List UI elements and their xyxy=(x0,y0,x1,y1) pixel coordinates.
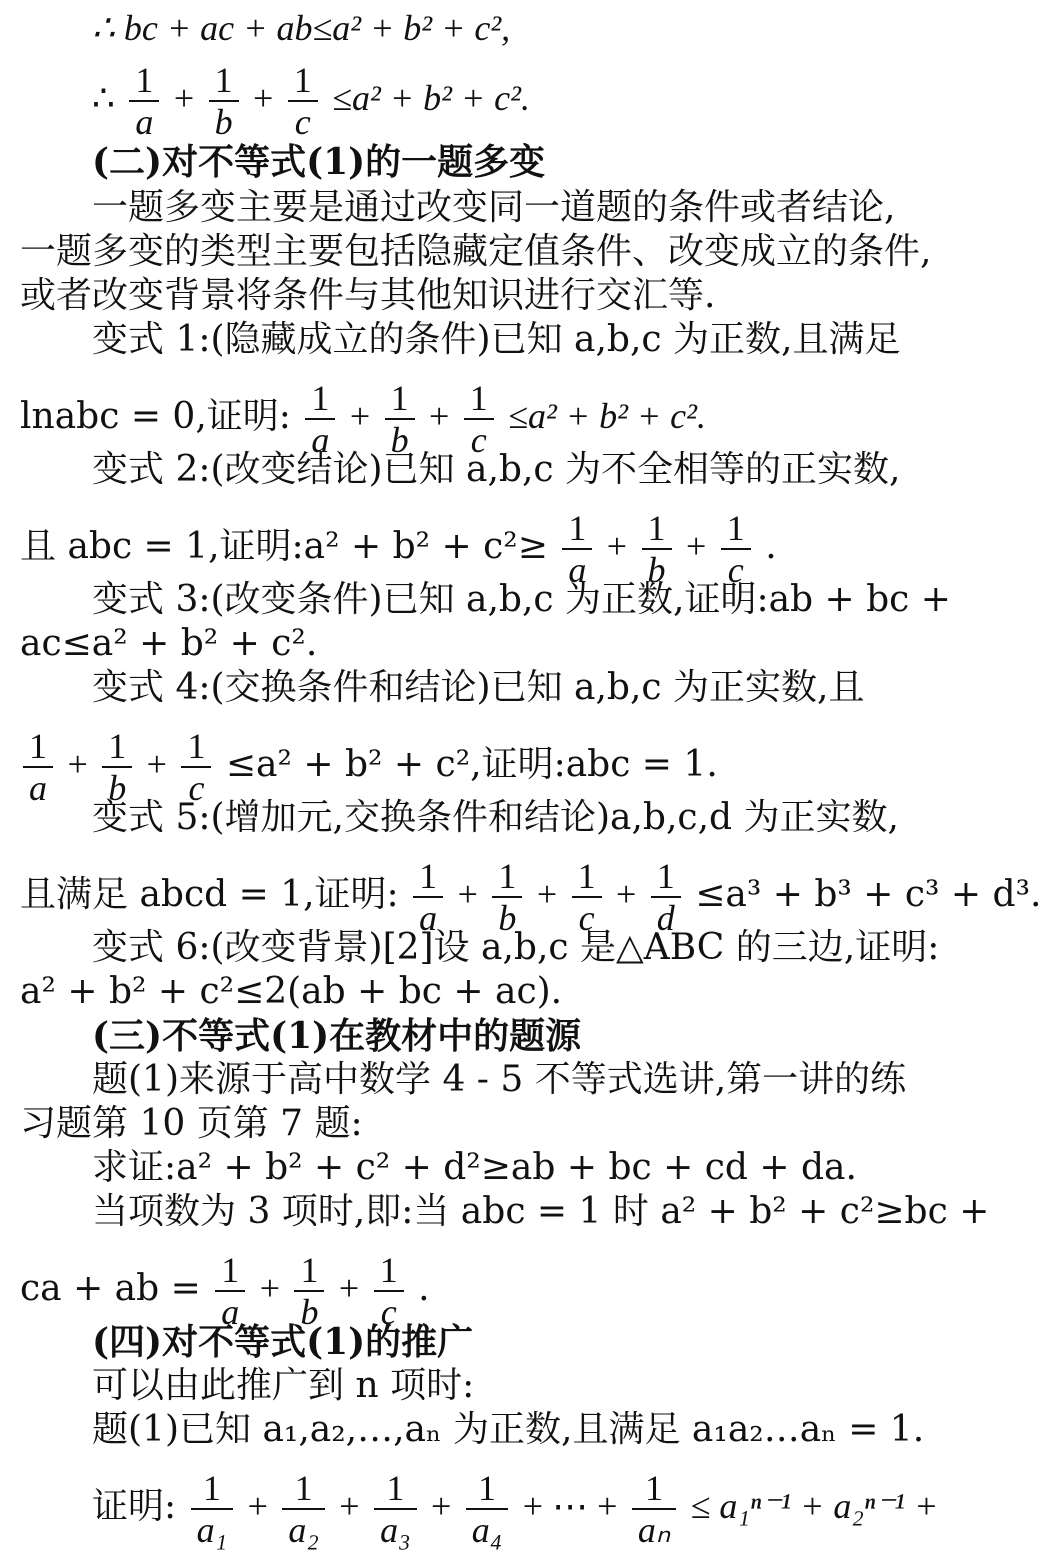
fraction-1-over-c: $\frac{1}{c}$ xyxy=(181,726,211,808)
fraction-1-over-c: $\frac{1}{c}$ xyxy=(464,378,494,460)
fraction-1-over-a: $\frac{1}{a}$ xyxy=(413,856,443,938)
source-line-fractions: ca + ab = $\frac{1}{a}$ + $\frac{1}{b}$ + $\frac{1}{c}$ . xyxy=(20,1250,430,1332)
section-heading-3: (三)不等式(1)在教材中的题源 xyxy=(92,1015,582,1057)
variant-4-line-a: 变式 4:(交换条件和结论)已知 a,b,c 为正实数,且 xyxy=(92,667,865,708)
fraction-1-over-an: $\frac{1}{\text{aₙ}}$ xyxy=(632,1468,676,1550)
variant-3-line-b: ac≤a² + b² + c². xyxy=(20,623,318,664)
variant-1-line-a: 变式 1:(隐藏成立的条件)已知 a,b,c 为正数,且满足 xyxy=(92,319,901,360)
fraction-1-over-c: $\frac{1}{c}$ xyxy=(721,508,751,590)
fraction-1-over-b: $\frac{1}{b}$ xyxy=(385,378,415,460)
fraction-1-over-b: $\frac{1}{b}$ xyxy=(209,60,239,142)
source-line: 习题第 10 页第 7 题: xyxy=(20,1103,363,1144)
fraction-1-over-a: $\frac{1}{a}$ xyxy=(129,60,159,142)
proof-line-1: ∴ bc + ac + ab≤a² + b² + c², xyxy=(92,8,511,48)
fraction-1-over-a3: $\frac{1}{\text{a₃}}$ xyxy=(374,1468,417,1550)
fraction-1-over-c: $\frac{1}{c}$ xyxy=(374,1250,404,1332)
fraction-1-over-b: $\frac{1}{b}$ xyxy=(492,856,522,938)
variant-3-line-a: 变式 3:(改变条件)已知 a,b,c 为正数,证明:ab + bc + xyxy=(92,579,951,620)
fraction-1-over-b: $\frac{1}{b}$ xyxy=(642,508,672,590)
variant-4-line-b: $\frac{1}{a}$ + $\frac{1}{b}$ + $\frac{1}{c}$ ≤a² + b² + c²,证明:abc = 1. xyxy=(20,726,955,808)
source-line: 求证:a² + b² + c² + d²≥ab + bc + cd + da. xyxy=(92,1147,857,1188)
fraction-1-over-a: $\frac{1}{a}$ xyxy=(23,726,53,808)
fraction-1-over-c: $\frac{1}{c}$ xyxy=(572,856,602,938)
paragraph-line: 一题多变主要是通过改变同一道题的条件或者结论, xyxy=(92,187,896,228)
fraction-1-over-a: $\frac{1}{a}$ xyxy=(305,378,335,460)
source-line: 当项数为 3 项时,即:当 abc = 1 时 a² + b² + c²≥bc + xyxy=(92,1191,990,1232)
generalization-line: 题(1)已知 a₁,a₂,…,aₙ 为正数,且满足 a₁a₂…aₙ = 1. xyxy=(92,1409,925,1450)
fraction-1-over-a4: $\frac{1}{\text{a₄}}$ xyxy=(466,1468,509,1550)
variant-6-line-b: a² + b² + c²≤2(ab + bc + ac). xyxy=(20,971,563,1012)
fraction-1-over-a2: $\frac{1}{\text{a₂}}$ xyxy=(282,1468,325,1550)
proof-line-2: ∴ $\frac{1}{a}$ + $\frac{1}{b}$ + $\frac{1}{c}$ ≤a² + b² + c². xyxy=(92,60,530,142)
section-heading-4: (四)对不等式(1)的推广 xyxy=(92,1321,474,1363)
source-line: 题(1)来源于高中数学 4 - 5 不等式选讲,第一讲的练 xyxy=(92,1059,907,1100)
variant-2-line-b: 且 abc = 1,证明:a² + b² + c²≥ $\frac{1}{a}$ + $\frac{1}{b}$ + $\frac{1}{c}$ . xyxy=(20,508,777,590)
fraction-1-over-a: $\frac{1}{a}$ xyxy=(562,508,592,590)
fraction-1-over-b: $\frac{1}{b}$ xyxy=(294,1250,324,1332)
section-heading-2: (二)对不等式(1)的一题多变 xyxy=(92,141,546,183)
fraction-1-over-c: $\frac{1}{c}$ xyxy=(288,60,318,142)
variant-5-line-a: 变式 5:(增加元,交换条件和结论)a,b,c,d 为正实数, xyxy=(92,797,899,838)
fraction-1-over-b: $\frac{1}{b}$ xyxy=(102,726,132,808)
variant-6-line-a: 变式 6:(改变背景)[2]设 a,b,c 是△ABC 的三边,证明: xyxy=(92,927,940,968)
fraction-1-over-a1: $\frac{1}{\text{a₁}}$ xyxy=(191,1468,234,1550)
fraction-1-over-a: $\frac{1}{a}$ xyxy=(215,1250,245,1332)
generalization-fractions: 证明: $\frac{1}{\text{a₁}}$ + $\frac{1}{\text{a₂}}$ + $\frac{1}{\text{a₃}}$ + $\frac{1}{\text{a₄}}$ + ⋯ + $\frac{1}{\text{aₙ}}$ ≤ a₁ⁿ⁻¹ + a₂ⁿ⁻¹ + xyxy=(92,1468,939,1550)
variant-2-line-a: 变式 2:(改变结论)已知 a,b,c 为不全相等的正实数, xyxy=(92,449,901,490)
paragraph-line: 一题多变的类型主要包括隐藏定值条件、改变成立的条件, xyxy=(20,231,932,272)
variant-1-line-b: lnabc = 0,证明: $\frac{1}{a}$ + $\frac{1}{b}$ + $\frac{1}{c}$ ≤a² + b² + c². xyxy=(20,378,706,460)
generalization-line: 可以由此推广到 n 项时: xyxy=(92,1365,475,1406)
paragraph-line: 或者改变背景将条件与其他知识进行交汇等. xyxy=(20,275,716,316)
fraction-1-over-d: $\frac{1}{d}$ xyxy=(651,856,681,938)
variant-5-line-b: 且满足 abcd = 1,证明: $\frac{1}{a}$ + $\frac{1}{b}$ + $\frac{1}{c}$ + $\frac{1}{d}$ ≤a³ + b³ + c³ + d³. xyxy=(20,856,1041,938)
